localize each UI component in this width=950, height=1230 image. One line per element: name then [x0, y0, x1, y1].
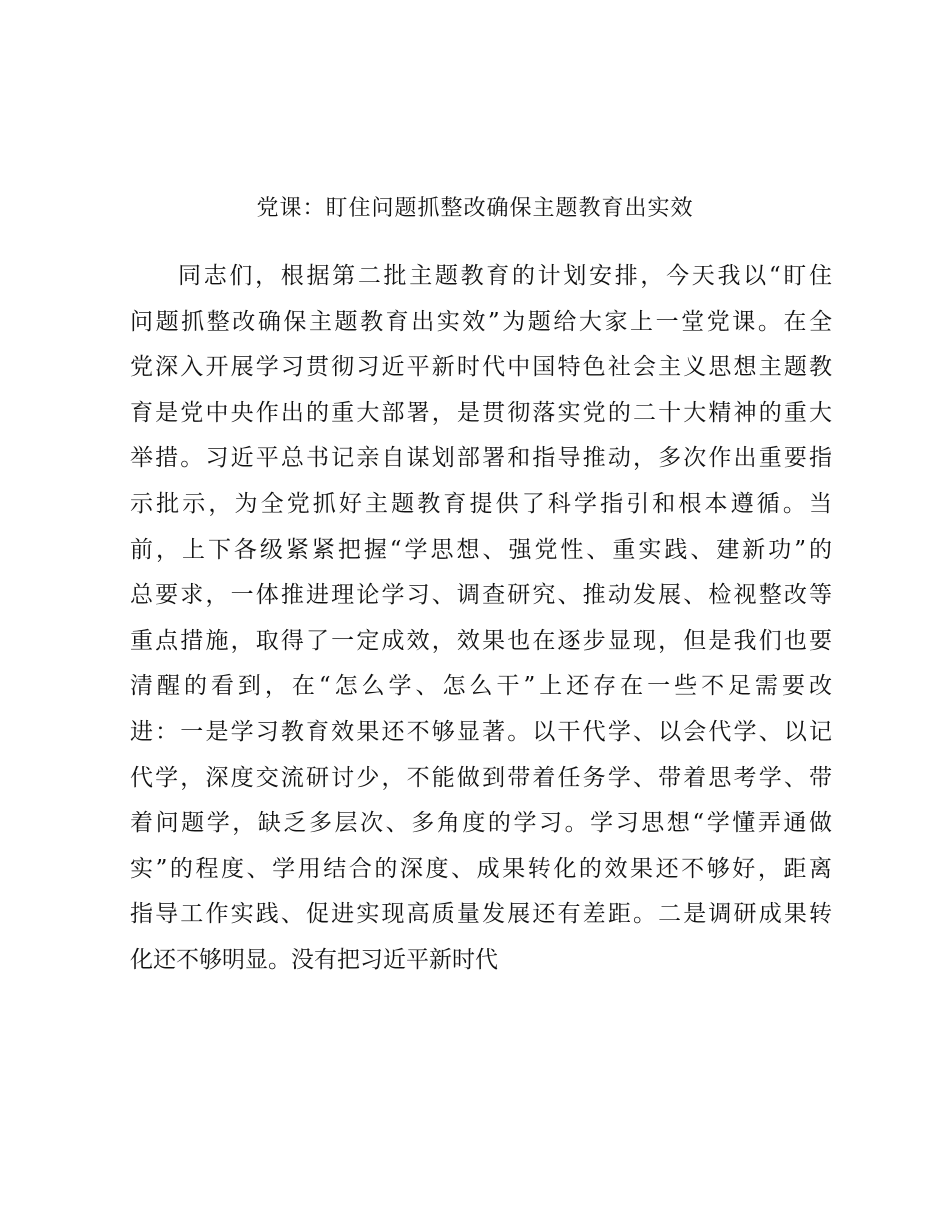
paragraph-line: 前，上下各级紧紧把握“学思想、强党性、重实践、建新功”的 — [130, 536, 832, 563]
paragraph-line: 重点措施，取得了一定成效，效果也在逐步显现，但是我们也要 — [130, 627, 832, 654]
paragraph-line: 化还不够明显。没有把习近平新时代 — [130, 946, 498, 973]
paragraph-line: 进：一是学习教育效果还不够显著。以干代学、以会代学、以记 — [130, 718, 832, 745]
paragraph-line: 同志们，根据第二批主题教育的计划安排，今天我以“盯住 — [178, 263, 832, 289]
paragraph-line: 清醒的看到，在“怎么学、怎么干”上还存在一些不足需要改 — [130, 673, 832, 700]
paragraph-line: 实”的程度、学用结合的深度、成果转化的效果还不够好，距离 — [130, 855, 832, 882]
paragraph-line: 总要求，一体推进理论学习、调查研究、推动发展、检视整改等 — [130, 582, 832, 609]
paragraph-line: 党深入开展学习贯彻习近平新时代中国特色社会主义思想主题教 — [130, 354, 832, 381]
paragraph-line: 举措。习近平总书记亲自谋划部署和指导推动，多次作出重要指 — [130, 445, 832, 472]
paragraph-line: 问题抓整改确保主题教育出实效”为题给大家上一堂党课。在全 — [130, 308, 832, 335]
document-title: 党课：盯住问题抓整改确保主题教育出实效 — [256, 196, 694, 221]
paragraph-line: 指导工作实践、促进实现高质量发展还有差距。二是调研成果转 — [130, 901, 832, 928]
paragraph-line: 着问题学，缺乏多层次、多角度的学习。学习思想“学懂弄通做 — [130, 810, 832, 837]
paragraph-line: 示批示，为全党抓好主题教育提供了科学指引和根本遵循。当 — [130, 490, 832, 517]
paragraph-line: 代学，深度交流研讨少，不能做到带着任务学、带着思考学、带 — [130, 764, 832, 791]
document-body — [130, 254, 832, 984]
paragraph-line: 育是党中央作出的重大部署，是贯彻落实党的二十大精神的重大 — [130, 399, 832, 426]
